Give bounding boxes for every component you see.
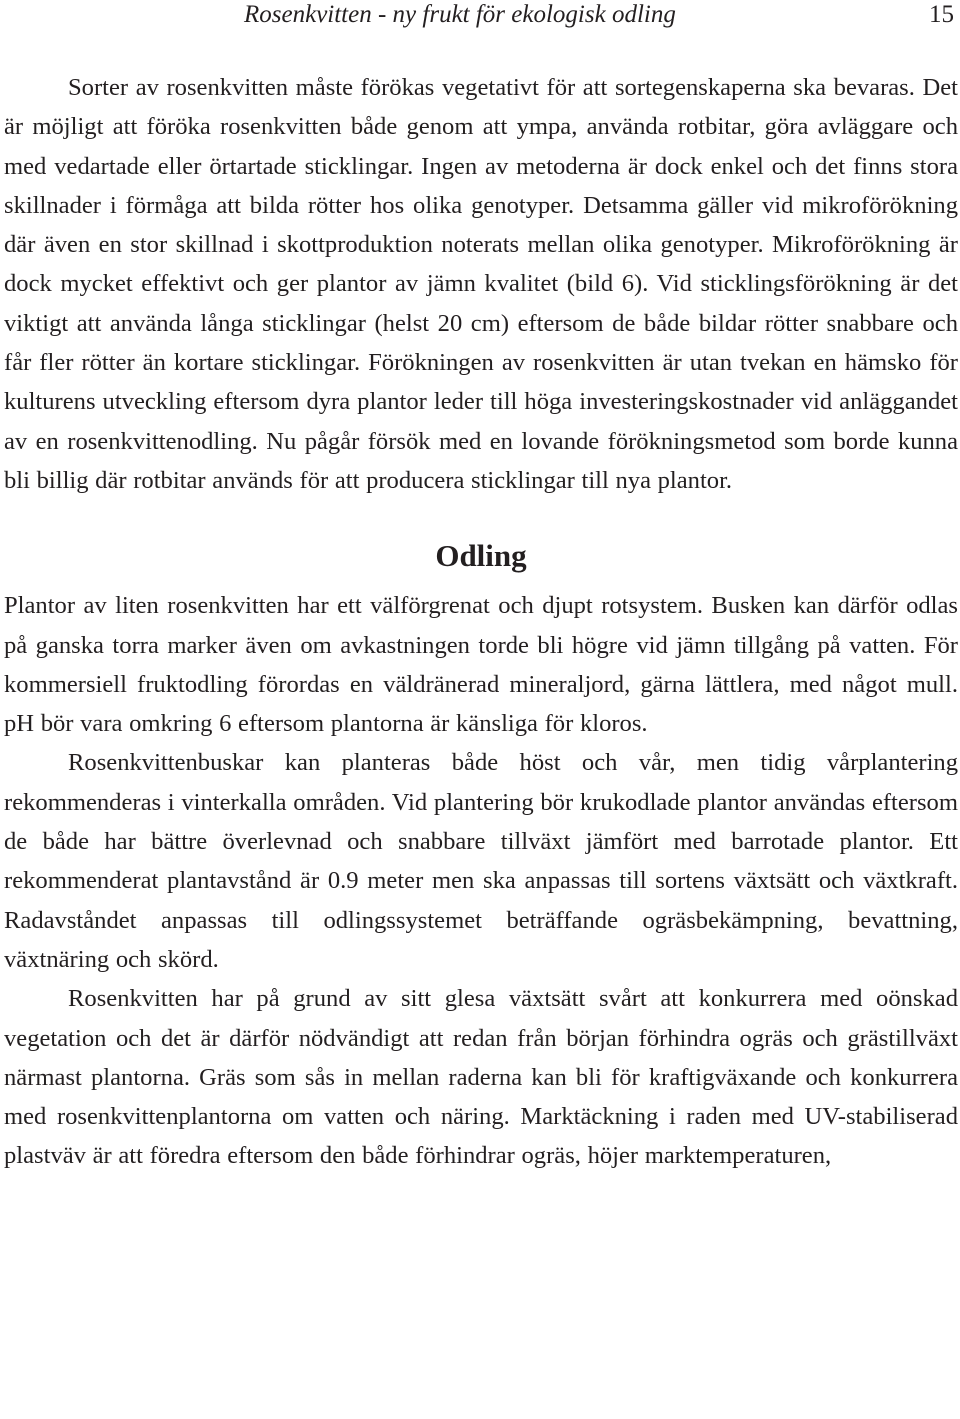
paragraph-odling-2: Rosenkvittenbuskar kan planteras både höst och vår, men tidig vårplantering rekommenderas i vinterkalla områden. Vid plantering bör krukodlade plantor användas eftersom de både har bättre överlevnad och snabbare tillväxt jämfört med barrotade plantor. Ett rekommenderat plantavstånd är 0.9 meter men ska anpassas till sortens växtsätt och växtkraft. Radavståndet anpassas till odlingssystemet beträffande ogräsbekämpning, bevattning, växtnäring och skörd. [4, 749, 958, 973]
header-title: Rosenkvitten - ny frukt för ekologisk odling [244, 1, 676, 28]
intro-paragraph: Sorter av rosenkvitten måste förökas vegetativt för att sortegenskaperna ska bevaras. Det är möjligt att föröka rosenkvitten både genom att ympa, använda rotbitar, göra avläggare och med vedartade eller örtartade sticklingar. Ingen av metoderna är dock enkel och det finns stora skillnader i förmåga att bilda rötter hos olika genotyper. Detsamma gäller vid mikroförökning där även en stor skillnad i skottproduktion noterats mellan olika genotyper. Mikroförökning är dock mycket effektivt och ger plantor av jämn kvalitet (bild 6). Vid sticklingsförökning är det viktigt att använda långa sticklingar (helst 20 cm) eftersom de både bildar rötter snabbare och får fler rötter än kortare sticklingar. Förökningen av rosenkvitten är utan tvekan en hämsko för kulturens utveckling eftersom dyra plantor leder till höga investeringskostnader vid anläggandet av en rosenkvittenodling. Nu pågår försök med en lovande förökningsmetod som borde kunna bli billig där rotbitar används för att producera sticklingar till nya plantor. [4, 74, 958, 494]
paragraph-odling-3: Rosenkvitten har på grund av sitt glesa växtsätt svårt att konkurrera med oönskad vegetation och det är därför nödvändigt att redan från början förhindra ogräs och grästillväxt närmast plantorna. Gräs som sås in mellan raderna kan bli för kraftigväxande och konkurrera med rosenkvittenplantorna om vatten och näring. Marktäckning i raden med UV-stabiliserad plastväv är att föredra eftersom den både förhindrar ogräs, höjer marktemperaturen, [4, 985, 958, 1170]
body-text [4, 68, 958, 1176]
section-heading-odling: Odling [435, 538, 527, 574]
page-number: 15 [929, 1, 954, 28]
running-header [0, 0, 960, 34]
paragraph-odling-1: Plantor av liten rosenkvitten har ett välförgrenat och djupt rotsystem. Busken kan därför odlas på ganska torra marker även om avkastningen torde bli högre vid jämn tillgång på vatten. För kommersiell fruktodling förordas en väldränerad mineraljord, gärna lättlera, med något mull. pH bör vara omkring 6 eftersom plantorna är känsliga för kloros. [4, 592, 958, 738]
